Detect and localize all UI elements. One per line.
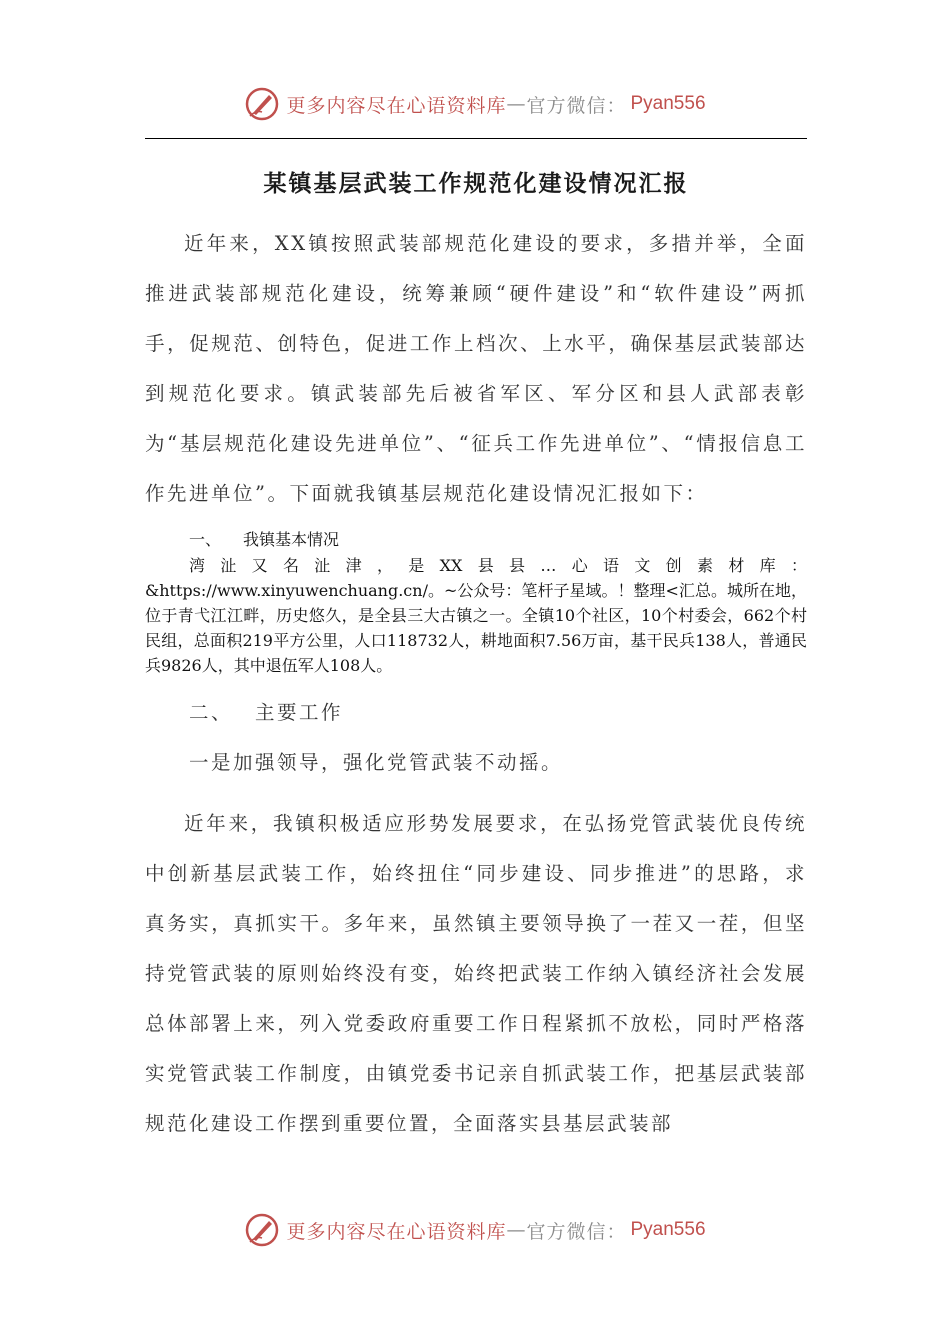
official-label: 官方微信：: [526, 1220, 627, 1243]
point-1-heading: 一是加强领导，强化党管武装不动摇。: [189, 751, 564, 774]
header-divider: [145, 138, 807, 139]
section-2-heading: [189, 688, 343, 738]
quill-logo-icon: [244, 86, 280, 122]
brand-dash: —: [506, 93, 527, 115]
official-label: 官方微信：: [526, 94, 627, 117]
brand-text: 更多内容尽在心语资料库: [286, 94, 507, 117]
wechat-id: Pyan556: [630, 1219, 706, 1240]
section-1-paragraph: 湾沚又名沚津，是XX县县…心语文创素材库：&https://www.xinyuwenchuang.cn/。~公众号：笔杆子星域。！整理<汇总。城所在地，位于青弋江江畔，历史悠久，是全县三大古镇之一。全镇10个社区，10个村委会，662个村民组，总面积219平方公里，人口118732人，耕地面积7.56万亩，基干民兵138人，普通民兵9826人，其中退伍军人108人。: [145, 556, 807, 675]
section-2-number: 二、: [189, 701, 234, 724]
intro-paragraph: 近年来，XX镇按照武装部规范化建设的要求，多措并举，全面推进武装部规范化建设，统筹兼顾“硬件建设”和“软件建设”两抓手，促规范、创特色，促进工作上档次、上水平，确保基层武装部达到规范化要求。镇武装部先后被省军区、军分区和县人武部表彰为“基层规范化建设先进单位”、“征兵工作先进单位”、“情报信息工作先进单位”。下面就我镇基层规范化建设情况汇报如下：: [145, 232, 807, 505]
quill-logo-icon: [244, 1212, 280, 1248]
document-title: 某镇基层武装工作规范化建设情况汇报: [263, 170, 689, 197]
section-1-heading: [189, 528, 339, 552]
brand-dash: —: [506, 1219, 527, 1241]
section-1-title: 我镇基本情况: [243, 530, 340, 549]
section-1-number: 一、: [189, 530, 222, 549]
header-watermark: [0, 84, 950, 124]
section-2-title: 主要工作: [255, 701, 344, 724]
wechat-id: Pyan556: [630, 93, 706, 114]
footer-watermark: [0, 1210, 950, 1250]
leadership-paragraph: 近年来，我镇积极适应形势发展要求，在弘扬党管武装优良传统中创新基层武装工作，始终扭住“同步建设、同步推进”的思路，求真务实，真抓实干。多年来，虽然镇主要领导换了一茬又一茬，但坚持党管武装的原则始终没有变，始终把武装工作纳入镇经济社会发展总体部署上来，列入党委政府重要工作日程紧抓不放松，同时严格落实党管武装工作制度，由镇党委书记亲自抓武装工作，把基层武装部规范化建设工作摆到重要位置，全面落实县基层武装部: [145, 812, 807, 1135]
brand-text: 更多内容尽在心语资料库: [286, 1220, 507, 1243]
